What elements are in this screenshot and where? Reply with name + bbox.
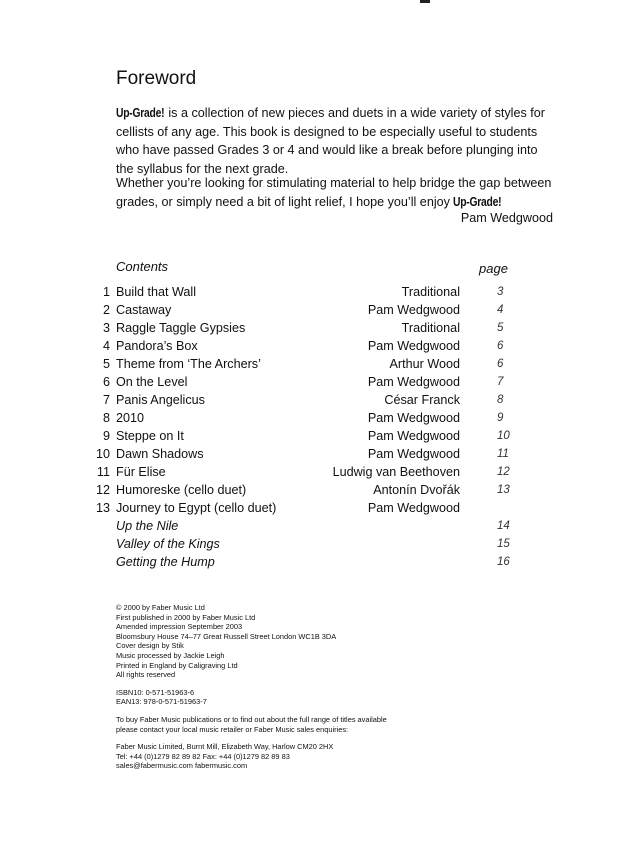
contents-row <box>0 283 625 301</box>
contents-row <box>0 373 625 391</box>
contents-subtitle: Valley of the Kings <box>116 537 220 551</box>
imprint-gap <box>116 680 387 688</box>
imprint-line: Printed in England by Caligraving Ltd <box>116 660 238 670</box>
imprint-line: Amended impression September 2003 <box>116 622 243 632</box>
contents-row <box>0 337 625 355</box>
contents-row <box>0 427 625 445</box>
contents-page: 12 <box>497 466 510 478</box>
contents-composer: Arthur Wood <box>389 357 460 371</box>
brand-logo-text-inline: Up-Grade! <box>453 194 502 209</box>
contents-number: 13 <box>95 501 110 515</box>
imprint-line: To buy Faber Music publications or to find out about the full range of titles available <box>116 714 387 724</box>
contents-composer: Antonín Dvořák <box>373 483 460 497</box>
contents-row <box>0 319 625 337</box>
contents-title: Castaway <box>116 303 172 317</box>
contents-page: 14 <box>497 520 510 532</box>
contents-subtitle: Getting the Hump <box>116 555 215 569</box>
imprint-line: Faber Music Limited, Burnt Mill, Elizabeth Way, Harlow CM20 2HX <box>116 742 334 752</box>
contents-subrow <box>0 553 625 571</box>
contents-composer: Pam Wedgwood <box>367 411 460 425</box>
contents-title: Pandora’s Box <box>116 339 198 353</box>
contents-composer: Pam Wedgwood <box>367 303 460 317</box>
contents-page: 10 <box>497 430 510 442</box>
contents-page: 15 <box>497 538 510 550</box>
imprint-line: please contact your local music retailer or Faber Music sales enquiries: <box>116 724 349 734</box>
contents-heading: Contents <box>116 259 169 274</box>
contents-composer: Pam Wedgwood <box>367 375 460 389</box>
foreword-title: Foreword <box>116 68 197 89</box>
foreword-signature: Pam Wedgwood <box>460 211 553 225</box>
brand-logo-text: Up-Grade! <box>116 106 165 120</box>
contents-composer: Pam Wedgwood <box>367 429 460 443</box>
contents-number: 3 <box>102 321 110 335</box>
contents-row <box>0 445 625 463</box>
contents-title: Panis Angelicus <box>116 393 205 407</box>
imprint-line: Cover design by Stik <box>116 641 184 651</box>
contents-number: 10 <box>95 447 110 461</box>
contents-subtitle: Up the Nile <box>116 519 179 533</box>
contents-page: 5 <box>497 322 504 334</box>
imprint-line: Tel: +44 (0)1279 82 89 82 Fax: +44 (0)1279 82 89 83 <box>116 751 290 761</box>
contents-number: 5 <box>102 357 110 371</box>
contents-number: 1 <box>102 285 110 299</box>
foreword-paragraph-1 <box>116 104 556 178</box>
imprint-line: ISBN10: 0-571-51963-6 <box>116 687 195 697</box>
contents-title: 2010 <box>116 411 145 425</box>
contents-composer: Ludwig van Beethoven <box>332 465 460 479</box>
contents-row <box>0 409 625 427</box>
imprint-block <box>116 603 387 771</box>
contents-composer: Pam Wedgwood <box>367 339 460 353</box>
page-edge-mark <box>420 0 430 3</box>
contents-page: 7 <box>497 376 504 388</box>
contents-title: Raggle Taggle Gypsies <box>116 321 246 335</box>
contents-number: 6 <box>102 375 110 389</box>
contents-composer: Traditional <box>401 321 460 335</box>
contents-number: 9 <box>102 429 110 443</box>
contents-row <box>0 463 625 481</box>
imprint-line: © 2000 by Faber Music Ltd <box>116 603 205 612</box>
contents-composer: Pam Wedgwood <box>367 447 460 461</box>
contents-page: 4 <box>497 304 504 316</box>
imprint-line: First published in 2000 by Faber Music Ltd <box>116 612 256 622</box>
contents-title: Journey to Egypt (cello duet) <box>116 501 277 515</box>
imprint-gap <box>116 734 387 742</box>
contents-number: 2 <box>102 303 110 317</box>
contents-row <box>0 391 625 409</box>
contents-title: Für Elise <box>116 465 166 479</box>
contents-page: 3 <box>497 286 504 298</box>
contents-row <box>0 481 625 499</box>
contents-number: 12 <box>95 483 110 497</box>
contents-title: Steppe on It <box>116 429 184 443</box>
imprint-line: Bloomsbury House 74–77 Great Russell Street London WC1B 3DA <box>116 631 337 641</box>
contents-title: Dawn Shadows <box>116 447 204 461</box>
contents-title: Build that Wall <box>116 285 197 299</box>
contents-page: 16 <box>497 556 510 568</box>
foreword-paragraph-2 <box>116 174 556 211</box>
contents-page: 11 <box>497 448 509 460</box>
imprint-gap <box>116 707 387 715</box>
contents-row <box>0 301 625 319</box>
contents-number: 4 <box>102 339 110 353</box>
foreword-paragraph-2-text: Whether you’re looking for stimulating material to help bridge the gap between grades, or simply need a bit of light relief, I hope you’ll enjoy <box>116 176 552 209</box>
page-column-heading: page <box>479 261 508 276</box>
contents-number: 11 <box>96 465 110 479</box>
imprint-line: Music processed by Jackie Leigh <box>116 650 225 660</box>
contents-page: 8 <box>497 394 504 406</box>
contents-page: 6 <box>497 358 504 370</box>
contents-number: 8 <box>102 411 110 425</box>
contents-subrow <box>0 535 625 553</box>
contents-row <box>0 499 625 517</box>
contents-page: 9 <box>497 412 504 424</box>
contents-row <box>0 355 625 373</box>
contents-page: 13 <box>497 484 510 496</box>
contents-page: 6 <box>497 340 504 352</box>
contents-composer: Pam Wedgwood <box>367 501 460 515</box>
imprint-line: sales@fabermusic.com fabermusic.com <box>116 761 248 771</box>
imprint-line: All rights reserved <box>116 670 176 680</box>
contents-subrow <box>0 517 625 535</box>
contents-list <box>0 283 625 571</box>
contents-composer: César Franck <box>384 393 460 407</box>
contents-composer: Traditional <box>401 285 460 299</box>
contents-number: 7 <box>102 393 110 407</box>
foreword-paragraph-1-text: is a collection of new pieces and duets in a wide variety of styles for cellists of any age. This book is designed to be especially useful to students who have passed Grades 3 or 4 and would like a break before plunging into the syllabus for the next grade. <box>116 106 545 176</box>
contents-title: Humoreske (cello duet) <box>116 483 247 497</box>
imprint-line: EAN13: 978-0-571-51963-7 <box>116 697 207 707</box>
contents-title: Theme from ‘The Archers’ <box>116 357 261 371</box>
contents-title: On the Level <box>116 375 188 389</box>
